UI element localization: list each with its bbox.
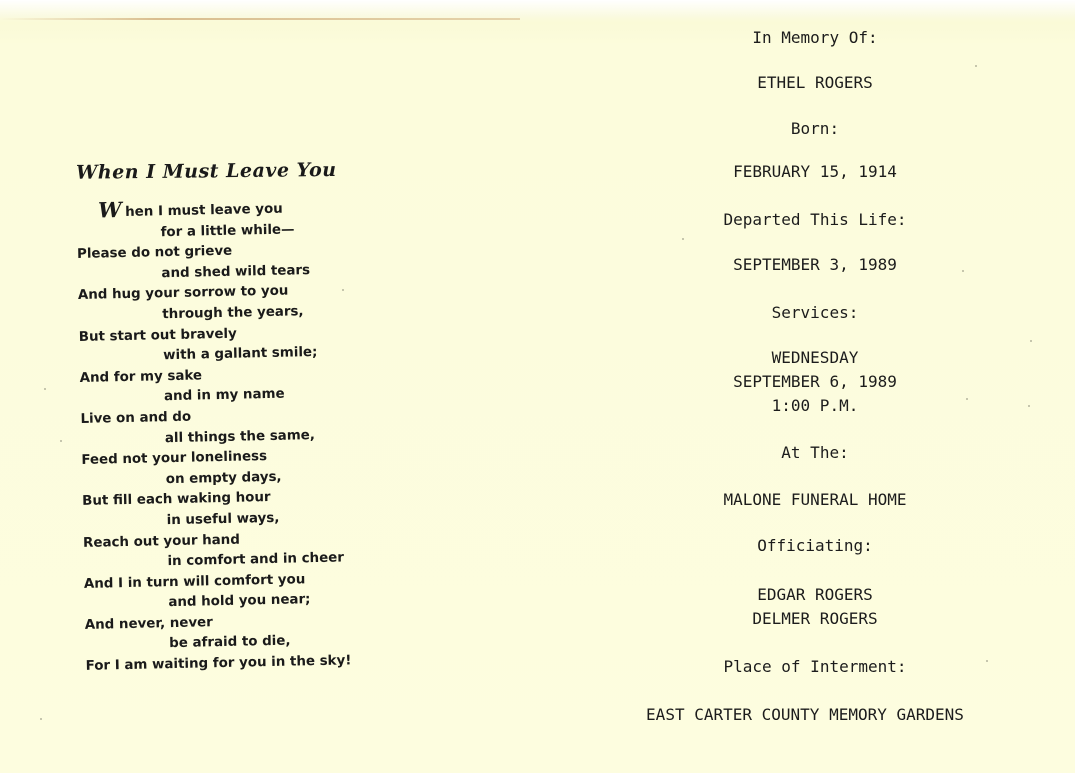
poem-line: For I am waiting for you in the sky! — [85, 653, 352, 674]
services-label: Services: — [771, 303, 859, 322]
poem-line: Live on and do — [80, 409, 192, 427]
poem-line: on empty days, — [165, 469, 282, 487]
interment-place: EAST CARTER COUNTY MEMORY GARDENS — [646, 705, 964, 724]
poem-line: and in my name — [163, 387, 285, 405]
departed-label: Departed This Life: — [723, 210, 907, 229]
paper-speck — [40, 718, 42, 720]
poem-line: and shed wild tears — [161, 262, 311, 282]
poem-line: And hug your sorrow to you — [77, 283, 289, 304]
poem-line: Reach out your hand — [82, 532, 241, 551]
paper-speck — [60, 440, 62, 442]
paper-speck — [1028, 405, 1030, 407]
in-memory-label: In Memory Of: — [752, 28, 878, 47]
poem-line: in useful ways, — [166, 510, 280, 529]
born-label: Born: — [790, 119, 840, 138]
paper-speck — [682, 238, 684, 240]
officiating-label: Officiating: — [757, 536, 873, 555]
deceased-name: ETHEL ROGERS — [757, 73, 873, 92]
departed-date: SEPTEMBER 3, 1989 — [733, 255, 897, 274]
services-date: SEPTEMBER 6, 1989 — [733, 372, 897, 391]
poem-body — [76, 197, 416, 677]
paper-speck — [44, 388, 46, 390]
paper-speck — [1030, 340, 1032, 342]
poem-line: And for my sake — [79, 368, 203, 386]
at-label: At The: — [781, 443, 849, 462]
poem-line: and hold you near; — [168, 592, 311, 611]
poem-line: in comfort and in cheer — [167, 550, 345, 570]
poem-line: But fill each waking hour — [82, 490, 271, 510]
born-date: FEBRUARY 15, 1914 — [733, 162, 897, 181]
paper-speck — [966, 398, 968, 400]
venue-name: MALONE FUNERAL HOME — [723, 490, 907, 509]
poem-line: all things the same, — [164, 427, 316, 446]
paper-speck — [342, 289, 344, 291]
paper-speck — [975, 65, 977, 67]
services-time: 1:00 P.M. — [771, 396, 859, 415]
poem-line: Feed not your loneliness — [81, 449, 268, 469]
interment-label: Place of Interment: — [723, 657, 907, 676]
poem-title: When I Must Leave You — [75, 159, 337, 184]
poem-line-text: hen I must leave you — [125, 201, 283, 220]
poem-line: But start out bravely — [78, 326, 237, 345]
poem-line: And never, never — [84, 615, 213, 633]
paper-speck — [962, 270, 964, 272]
poem-line: And I in turn will comfort you — [83, 571, 306, 592]
poem-line: with a gallant smile; — [163, 345, 318, 364]
paper-speck — [986, 660, 988, 662]
poem-line: for a little while— — [160, 222, 295, 240]
poem-drop-cap: W — [97, 197, 122, 223]
fold-line — [0, 18, 520, 20]
officiant-1: EDGAR ROGERS — [757, 585, 873, 604]
poem-line: be afraid to die, — [169, 634, 291, 652]
poem-line: through the years, — [162, 304, 304, 323]
officiant-2: DELMER ROGERS — [752, 609, 878, 628]
poem-line: Please do not grieve — [76, 243, 233, 263]
services-day: WEDNESDAY — [771, 348, 859, 367]
poem-panel — [76, 160, 406, 678]
